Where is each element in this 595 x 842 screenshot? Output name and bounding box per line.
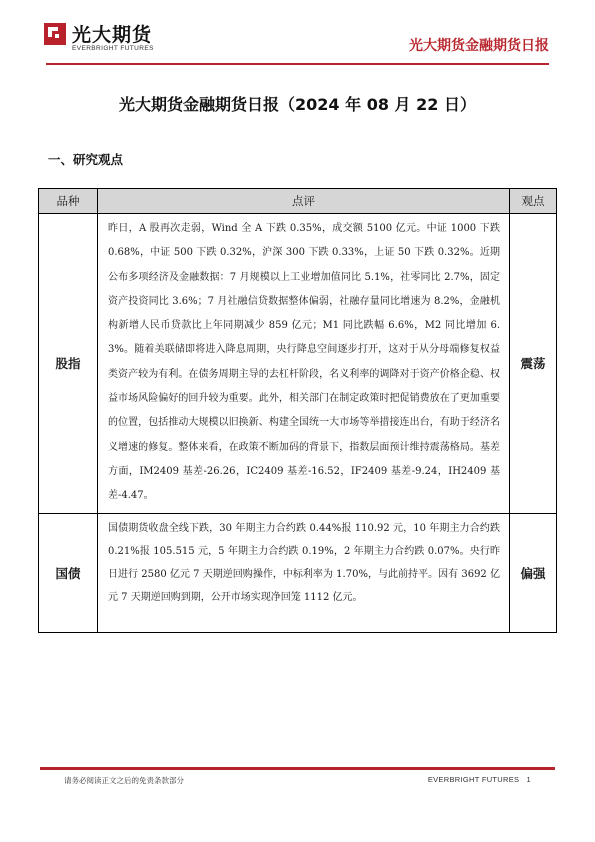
table-header-row [39,189,557,214]
comment-cell: 昨日，A 股再次走弱，Wind 全 A 下跌 0.35%，成交额 5100 亿元。中证 1000 下跌 0.68%，中证 500 下跌 0.32%，沪深 300 下跌 0.33%，上证 50 下跌 0.32%。近期公布多项经济及金融数据：7 月规模以上工业增加值同比 5.1%，社零同比 2.7%，固定资产投资同比 3.6%；7 月社融信贷数据整体偏弱，社融存量同比增速为 8.2%，金融机构新增人民币贷款比上年同期减少 859 亿元；M1 同比跌幅 6.6%，M2 同比增加 6.3%。随着美联储即将进入降息周期，央行降息空间逐步打开，这对于从分母端修复权益类资产较为有利。在债务周期主导的去杠杆阶段，名义利率的调降对于资产价格企稳、权益市场风险偏好的回升较为重要。此外，相关部门在制定政策时把促销费放在了更加重要的位置，包括推动大规模以旧换新、构建全国统一大市场等举措接连出台，有助于经济名义增速的修复。整体来看，在政策不断加码的背景下，指数层面预计维持震荡格局。基差方面，IM2409 基差-26.26，IC2409 基差-16.52，IF2409 基差-9.24，IH2409 基差-4.47。 [98,214,510,514]
logo-text-cn: 光大期货 [72,24,153,46]
footer-brand-page [428,775,531,784]
variety-cell: 国债 [39,513,98,632]
page-number: 1 [526,775,531,784]
research-views-table [38,188,557,633]
view-cell: 偏强 [510,513,557,632]
view-cell: 震荡 [510,214,557,514]
header-variety: 品种 [39,189,98,214]
everbright-logo-icon [44,23,66,45]
footer-brand: EVERBRIGHT FUTURES [427,775,520,784]
table-row [39,513,557,632]
header-report-title: 光大期货金融期货日报 [409,38,549,54]
logo-text-en: EVERBRIGHT FUTURES [72,45,154,52]
footer-divider [40,767,555,770]
header-comment: 点评 [98,189,510,214]
document-title: 光大期货金融期货日报（2024 年 08 月 22 日） [119,95,476,114]
comment-text: 国债期货收盘全线下跌，30 年期主力合约跌 0.44%报 110.92 元，10 年期主力合约跌 0.21%报 105.515 元，5 年期主力合约跌 0.19%，2 年期主力合约跌 0.07%。央行昨日进行 2580 亿元 7 天期逆回购操作，中标利率为 1.70%，与此前持平。因有 3692 亿元 7 天期逆回购到期，公开市场实现净回笼 1112 亿元。 [108,522,500,603]
section-title: 一、研究观点 [48,152,124,167]
header-view: 观点 [510,189,557,214]
footer-disclaimer: 请务必阅读正文之后的免责条款部分 [64,776,184,785]
comment-cell [98,513,510,632]
table-row [39,214,557,514]
header-divider [46,63,549,65]
variety-cell: 股指 [39,214,98,514]
page-header [0,0,595,74]
